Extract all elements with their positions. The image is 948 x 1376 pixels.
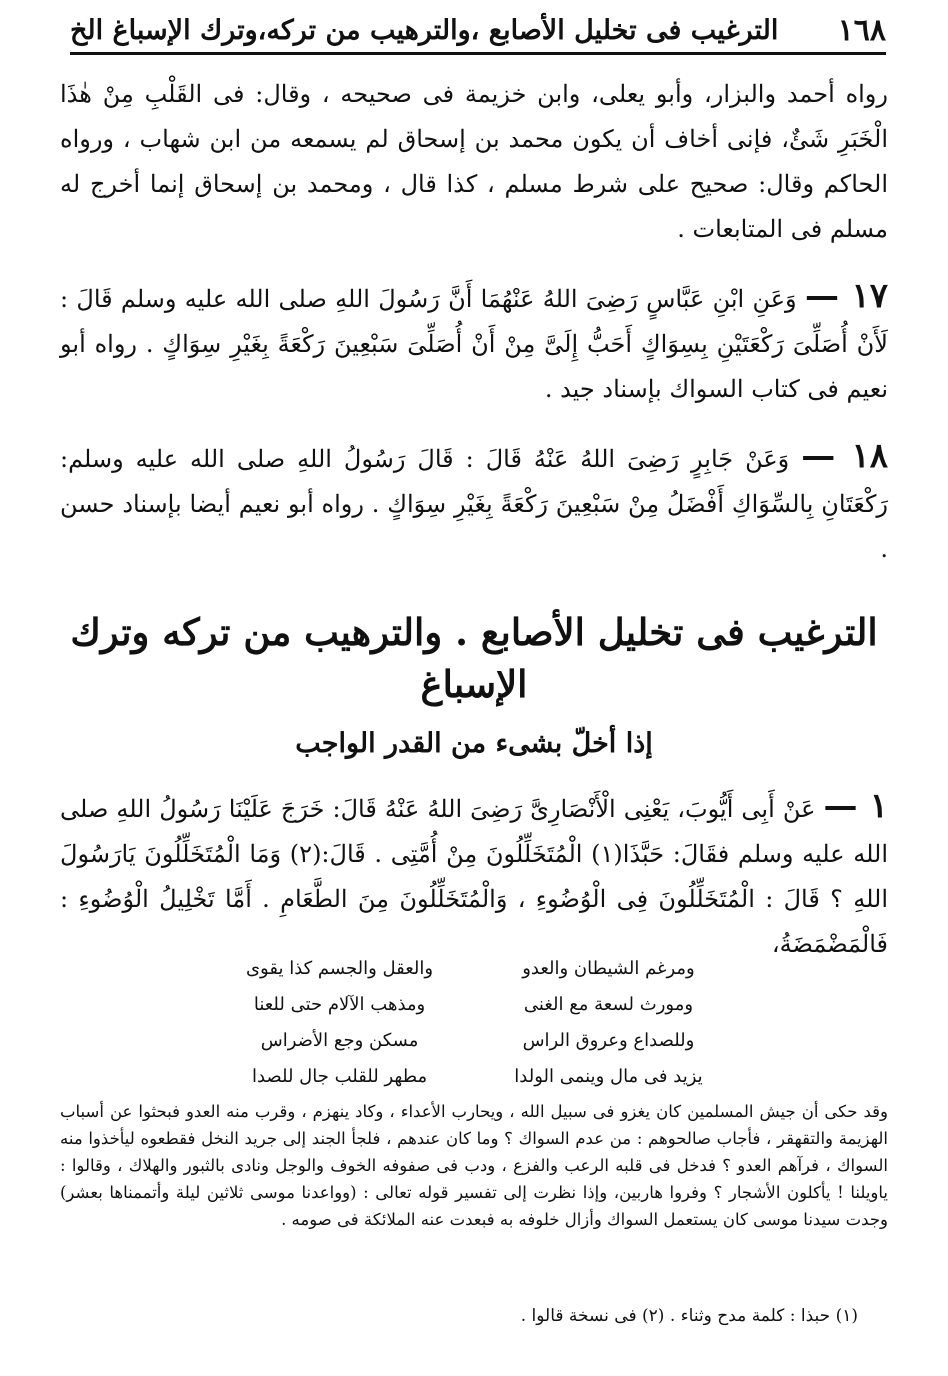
commentary-text: وقد حكى أن جيش المسلمين كان يغزو فى سبيل الله ، ويحارب الأعداء ، وكاد ينهزم ، وقرب منه العدو فبحثوا عن أسباب الهزيمة والتقهقر ، فأجاب صالحوهم : من عدم السواك ؟ وما كان عندهم ، فلجأ الجند إلى جريد النخل فقطعوه ليأخذوا منه السواك ، فرآهم العدو ؟ فدخل فى قلبه الرعب والفزع ، ودب فى صفوفه الخوف والوجل ونادى بالثبور والهلاك ، وقالوا : ياويلنا ! يأكلون الأشجار ؟ وفروا هاربين، وإذا نظرت إلى تفسير قوله تعالى : (وواعدنا موسى ثلاثين ليلة وأتممناها بعشر) وجدت سيدنا موسى كان يستعمل السواك وأزال خلوفه به فبعدت عنه الملائكة فى صومه . — [60, 1102, 888, 1229]
main-text — [60, 72, 888, 967]
poem-block — [225, 950, 723, 1094]
paragraph-text: رواه أحمد والبزار، وأبو يعلى، وابن خزيمة فى صحيحه ، وقال: فى القَلْبِ مِنْ هٰذَا الْخَبَرِ شَئٌ، فإنى أخاف أن يكون محمد بن إسحاق لم يسمعه من ابن شهاب ، ورواه الحاكم وقال: صحيح على شرط مسلم ، كذا قال ، ومحمد بن إسحاق إنما أخرج له مسلم فى المتابعات . — [60, 80, 888, 243]
hadith-number: ١٨ — — [801, 436, 888, 476]
poem-verse — [225, 1058, 723, 1094]
hadith-text: وَعَنْ جَابِرٍ رَضِىَ اللهُ عَنْهُ قَالَ : قَالَ رَسُولُ اللهِ صلى الله عليه وسلم: رَكْعَتَانِ بِالسِّوَاكِ أَفْضَلُ مِنْ سَبْعِينَ رَكْعَةً بِغَيْرِ سِوَاكٍ . رواه أبو نعيم أيضا بإسناد حسن . — [60, 445, 888, 563]
hadith-number: ١ — — [823, 786, 888, 826]
hadith-17 — [60, 274, 888, 412]
section-subtitle: إذا أخلّ بشىء من القدر الواجب — [295, 728, 653, 759]
section-title: الترغيب فى تخليل الأصابع . والترهيب من تركه وترك الإسباغ — [70, 610, 878, 706]
paragraph-intro — [60, 72, 888, 252]
poem-verse — [225, 986, 723, 1022]
page-number: ١٦٨ — [837, 12, 886, 48]
poem-verse — [225, 950, 723, 986]
verse-second-half: مسكن وجع الأضراس — [260, 1029, 419, 1051]
page-header — [70, 8, 886, 55]
hadith-18 — [60, 434, 888, 572]
poem-verse — [225, 1022, 723, 1058]
verse-first-half: وللصداع وعروق الراس — [522, 1029, 695, 1051]
verse-second-half: ومذهب الآلام حتى للعنا — [253, 993, 426, 1015]
verse-first-half: يزيد فى مال وينمى الولدا — [514, 1065, 703, 1087]
hadith-1 — [60, 784, 888, 967]
verse-second-half: مطهر للقلب جال للصدا — [251, 1065, 428, 1087]
verse-first-half: ومورث لسعة مع الغنى — [523, 993, 694, 1015]
hadith-text: وَعَنِ ابْنِ عَبَّاسٍ رَضِىَ اللهُ عَنْهُمَا أَنَّ رَسُولَ اللهِ صلى الله عليه وسلم قَالَ : لَأَنْ أُصَلِّىَ رَكْعَتَيْنِ بِسِوَاكٍ أَحَبُّ إِلَىَّ مِنْ أَنْ أُصَلِّىَ سَبْعِينَ رَكْعَةً بِغَيْرِ سِوَاكٍ . رواه أبو نعيم فى كتاب السواك بإسناد جيد . — [60, 285, 888, 403]
running-title: الترغيب فى تخليل الأصابع ،والترهيب من تركه،وترك الإسباغ الخ — [70, 14, 779, 46]
verse-first-half: ومرغم الشيطان والعدو — [522, 957, 695, 979]
verse-second-half: والعقل والجسم كذا يقوى — [245, 957, 434, 979]
footnote-line: (١) حبذا : كلمة مدح وثناء . (٢) فى نسخة قالوا . — [520, 1306, 858, 1326]
hadith-text: عَنْ أَبِى أَيُّوبَ، يَعْنِى الْأَنْصَارِىَّ رَضِىَ اللهُ عَنْهُ قَالَ: خَرَجَ عَلَيْنَا رَسُولُ اللهِ صلى الله عليه وسلم فقَالَ: حَبَّذَا(١) الْمُتَخَلِّلُونَ مِنْ أُمَّتِى . قَالَ:(٢) وَمَا الْمُتَخَلِّلُونَ يَارَسُولَ اللهِ ؟ قَالَ : الْمُتَخَلِّلُونَ فِى الْوُضُوءِ ، وَالْمُتَخَلِّلُونَ مِنَ الطَّعَامِ . أَمَّا تَخْلِيلُ الْوُضُوءِ : فَالْمَضْمَضَةُ، — [60, 795, 888, 958]
footnotes — [60, 1302, 858, 1330]
hadith-number: ١٧ — — [804, 276, 888, 316]
